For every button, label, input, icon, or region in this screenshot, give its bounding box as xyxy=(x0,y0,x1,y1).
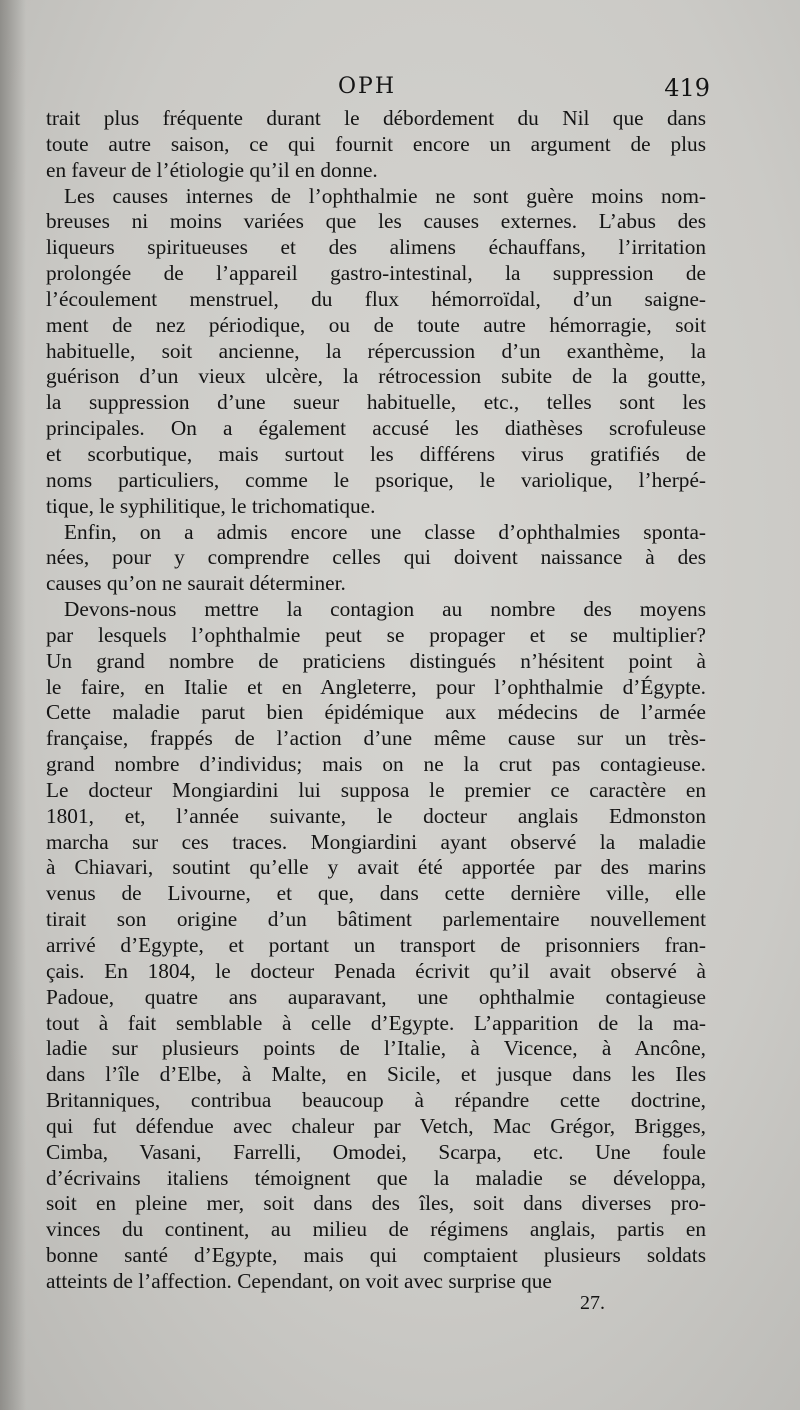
text-line: ladie sur plusieurs points de l’Italie, à Vicence, à Ancône, xyxy=(46,1036,706,1061)
paragraph xyxy=(46,520,706,598)
text-line: tique, le syphilitique, le trichomatique. xyxy=(46,493,376,518)
running-head: OPH xyxy=(338,74,397,99)
text-line: guérison d’un vieux ulcère, la rétrocession subite de la goutte, xyxy=(46,364,706,389)
text-line: dans l’île d’Elbe, à Malte, en Sicile, et jusque dans les Iles xyxy=(46,1062,706,1087)
signature-mark: 27. xyxy=(580,1292,605,1314)
text-line: Cette maladie parut bien épidémique aux médecins de l’armée xyxy=(46,700,706,725)
text-line: nées, pour y comprendre celles qui doivent naissance à des xyxy=(46,545,706,570)
text-line: en faveur de l’étiologie qu’il en donne. xyxy=(46,157,378,182)
paragraph xyxy=(46,106,706,184)
text-line: causes qu’on ne saurait déterminer. xyxy=(46,571,346,596)
text-line: habituelle, soit ancienne, la répercussion d’un exanthème, la xyxy=(46,338,706,363)
gutter-shadow xyxy=(0,0,26,1410)
page-header xyxy=(46,74,710,108)
text-line: 1801, et, l’année suivante, le docteur anglais Edmonston xyxy=(46,803,706,828)
text-line: çais. En 1804, le docteur Penada écrivit qu’il avait observé à xyxy=(46,958,706,983)
text-line: Devons-nous mettre la contagion au nombre des moyens xyxy=(64,597,706,622)
text-line: et scorbutique, mais surtout les différens virus gratifiés de xyxy=(46,441,706,466)
text-line: Les causes internes de l’ophthalmie ne sont guère moins nom- xyxy=(64,183,706,208)
text-line: Cimba, Vasani, Farrelli, Omodei, Scarpa, etc. Une foule xyxy=(46,1139,706,1164)
text-line: qui fut défendue avec chaleur par Vetch, Mac Grégor, Brigges, xyxy=(46,1113,706,1138)
text-line: par lesquels l’ophthalmie peut se propager et se multiplier? xyxy=(46,622,706,647)
text-line: toute autre saison, ce qui fournit encore un argument de plus xyxy=(46,131,706,156)
text-line: liqueurs spiritueuses et des alimens échauffans, l’irritation xyxy=(46,235,706,260)
text-line: prolongée de l’appareil gastro-intestinal, la suppression de xyxy=(46,261,706,286)
text-line: à Chiavari, soutint qu’elle y avait été apportée par des marins xyxy=(46,855,706,880)
page-number: 419 xyxy=(664,74,710,102)
text-line: l’écoulement menstruel, du flux hémorroïdal, d’un saigne- xyxy=(46,286,706,311)
text-line: française, frappés de l’action d’une même cause sur un très- xyxy=(46,726,706,751)
text-line: atteints de l’affection. Cependant, on voit avec surprise que xyxy=(46,1268,552,1293)
text-line: venus de Livourne, et que, dans cette dernière ville, elle xyxy=(46,881,706,906)
text-line: Enfin, on a admis encore une classe d’ophthalmies sponta- xyxy=(64,519,706,544)
text-line: breuses ni moins variées que les causes externes. L’abus des xyxy=(46,209,706,234)
text-line: trait plus fréquente durant le débordement du Nil que dans xyxy=(46,106,706,130)
text-line: soit en pleine mer, soit dans des îles, soit dans diverses pro- xyxy=(46,1191,706,1216)
text-line: tirait son origine d’un bâtiment parlementaire nouvellement xyxy=(46,907,706,932)
text-line: marcha sur ces traces. Mongiardini ayant observé la maladie xyxy=(46,829,706,854)
text-line: bonne santé d’Egypte, mais qui comptaient plusieurs soldats xyxy=(46,1243,706,1268)
text-line: le faire, en Italie et en Angleterre, pour l’ophthalmie d’Égypte. xyxy=(46,674,706,699)
text-line: tout à fait semblable à celle d’Egypte. L’apparition de la ma- xyxy=(46,1010,706,1035)
text-line: Britanniques, contribua beaucoup à répandre cette doctrine, xyxy=(46,1088,706,1113)
body-text xyxy=(46,106,706,1295)
paragraph xyxy=(46,597,706,1295)
text-line: principales. On a également accusé les diathèses scrofuleuse xyxy=(46,416,706,441)
text-line: grand nombre d’individus; mais on ne la crut pas contagieuse. xyxy=(46,752,706,777)
text-line: Un grand nombre de praticiens distingués n’hésitent point à xyxy=(46,648,706,673)
text-line: ment de nez périodique, ou de toute autre hémorragie, soit xyxy=(46,312,706,337)
text-line: arrivé d’Egypte, et portant un transport de prisonniers fran- xyxy=(46,933,706,957)
paragraph xyxy=(46,184,706,520)
text-line: la suppression d’une sueur habituelle, etc., telles sont les xyxy=(46,390,706,415)
text-line: noms particuliers, comme le psorique, le variolique, l’herpé- xyxy=(46,467,706,492)
text-line: Padoue, quatre ans auparavant, une ophthalmie contagieuse xyxy=(46,984,706,1009)
text-line: Le docteur Mongiardini lui supposa le premier ce caractère en xyxy=(46,777,706,802)
text-line: d’écrivains italiens témoignent que la maladie se développa, xyxy=(46,1165,706,1190)
text-line: vinces du continent, au milieu de régimens anglais, partis en xyxy=(46,1217,706,1242)
